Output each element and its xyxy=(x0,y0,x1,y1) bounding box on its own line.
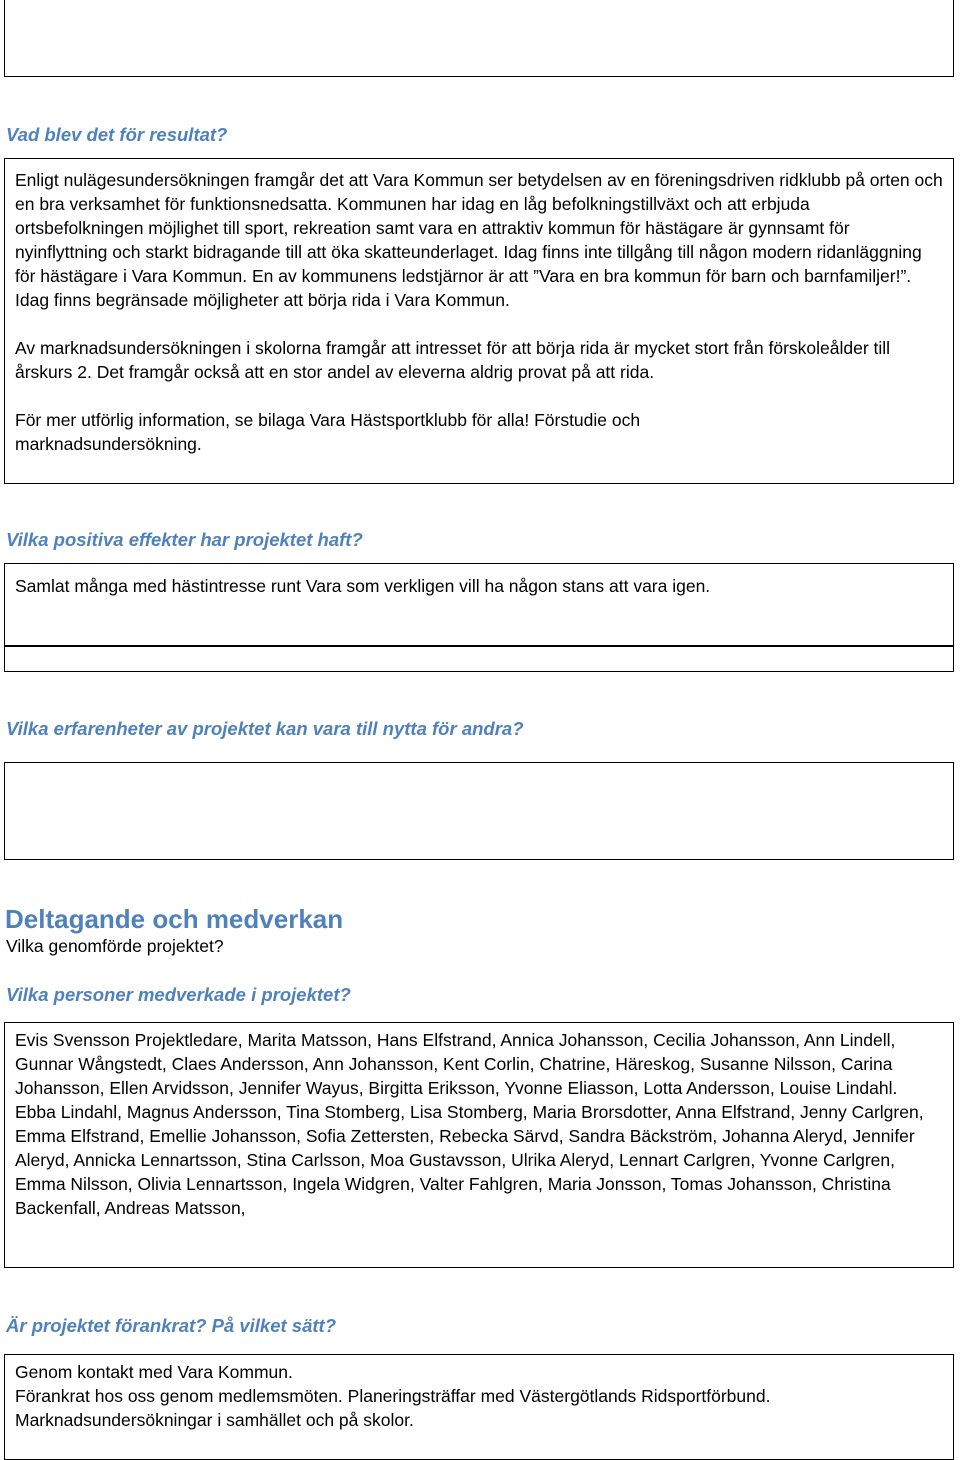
heading-participation: Deltagande och medverkan xyxy=(5,904,344,934)
question-persons: Vilka personer medverkade i projektet? xyxy=(6,984,351,1005)
anchored-line-1: Genom kontakt med Vara Kommun. xyxy=(15,1362,293,1382)
result-paragraph-2: Av marknadsundersökningen i skolorna framgår att intresset för att börja rida är mycket stort från förskoleålder till årskurs 2. Det framgår också att en stor andel av eleverna aldrig provat på att rida. xyxy=(15,338,891,382)
anchored-answer-box xyxy=(4,1354,954,1460)
result-answer-box xyxy=(4,158,954,484)
anchored-line-2: Förankrat hos oss genom medlemsmöten. Planeringsträffar med Västergötlands Ridsportförbund. xyxy=(15,1386,771,1406)
positive-extra-box xyxy=(4,646,954,672)
anchored-line-3: Marknadsundersökningar i samhället och på skolor. xyxy=(15,1410,414,1430)
result-paragraph-1: Enligt nulägesundersökningen framgår det att Vara Kommun ser betydelsen av en föreningsdriven ridklubb på orten och en bra verksamhet för funktionsnedsatta. Kommunen har idag en låg befolkningstillväxt och att erbjuda ortsbefolkningen möjlighet till sport, rekreation samt vara en attraktiv kommun för hästägare är gynnsamt för nyinflyttning och starkt bidragande till att öka skatteunderlaget. Idag finns inte tillgång till någon modern ridanläggning för hästägare i Vara Kommun. En av kommunens ledstjärnor är att ”Vara en bra kommun för barn och barnfamiljer!”. Idag finns begränsade möjligheter att börja rida i Vara Kommun. xyxy=(15,170,943,310)
top-answer-box xyxy=(4,0,954,77)
positive-effects-text: Samlat många med hästintresse runt Vara som verkligen vill ha någon stans att vara igen. xyxy=(15,576,711,596)
question-anchored: Är projektet förankrat? På vilket sätt? xyxy=(6,1315,337,1336)
question-experience: Vilka erfarenheter av projektet kan vara till nytta för andra? xyxy=(6,718,524,739)
question-positive-effects: Vilka positiva effekter har projektet haft? xyxy=(6,529,363,550)
persons-answer-box xyxy=(4,1022,954,1268)
persons-text: Evis Svensson Projektledare, Marita Matsson, Hans Elfstrand, Annica Johansson, Cecilia Johansson, Ann Lindell, Gunnar Wångstedt, Claes Andersson, Ann Johansson, Kent Corlin, Chatrine, Häreskog, Susanne Nilsson, Carina Johansson, Ellen Arvidsson, Jennifer Wayus, Birgitta Eriksson, Yvonne Eliasson, Lotta Andersson, Louise Lindahl. Ebba Lindahl, Magnus Andersson, Tina Stomberg, Lisa Stomberg, Maria Brorsdotter, Anna Elfstrand, Jenny Carlgren, Emma Elfstrand, Emellie Johansson, Sofia Zettersten, Rebecka Särvd, Sandra Bäckström, Johanna Aleryd, Jennifer Aleryd, Annicka Lennartsson, Stina Carlsson, Moa Gustavsson, Ulrika Aleryd, Lennart Carlgren, Yvonne Carlgren, Emma Nilsson, Olivia Lennartsson, Ingela Widgren, Valter Fahlgren, Maria Jonsson, Tomas Johansson, Christina Backenfall, Andreas Matsson, xyxy=(15,1030,924,1218)
question-result: Vad blev det för resultat? xyxy=(6,124,228,145)
who-implemented-label: Vilka genomförde projektet? xyxy=(6,936,224,956)
positive-answer-box xyxy=(4,563,954,646)
experience-answer-box xyxy=(4,762,954,860)
result-paragraph-3: För mer utförlig information, se bilaga Vara Hästsportklubb för alla! Förstudie och marknadsundersökning. xyxy=(15,410,641,454)
